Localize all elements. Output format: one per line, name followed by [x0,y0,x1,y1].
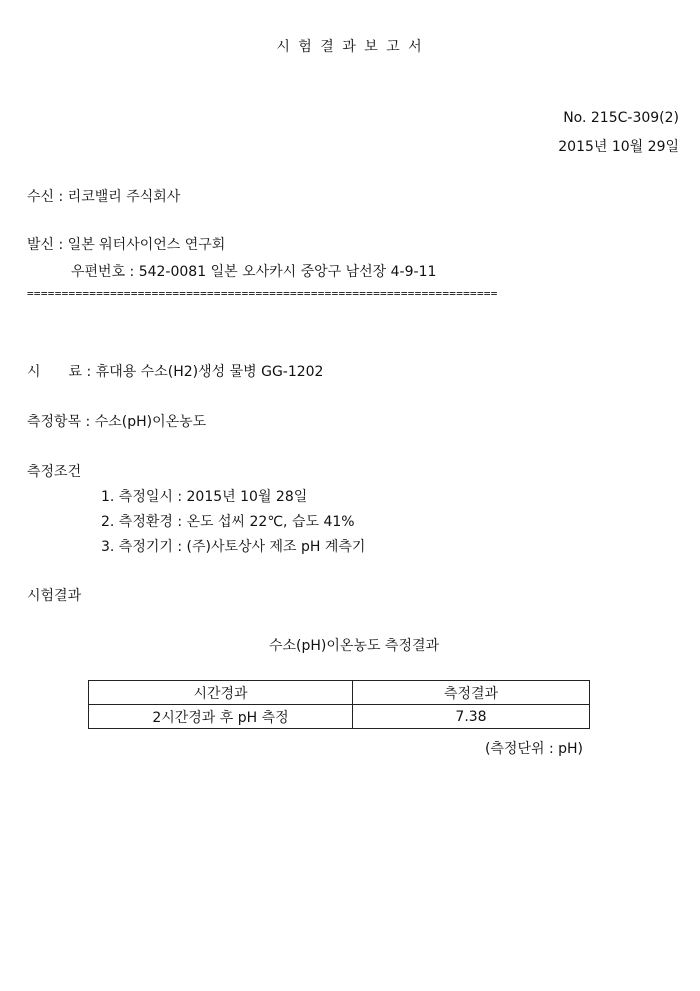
table-cell: 2시간경과 후 pH 측정 [89,705,353,729]
column-header: 측정결과 [353,681,590,705]
condition-item: 1. 측정일시 : 2015년 10월 28일 [101,489,308,505]
condition-item: 2. 측정환경 : 온도 섭씨 22℃, 습도 41% [101,514,355,530]
table-header-row [89,681,590,705]
column-header: 시간경과 [89,681,353,705]
measurement-item-line: 측정항목 : 수소(pH)이온농도 [27,414,207,430]
conditions-heading: 측정조건 [27,464,82,480]
sender-line: 발신 : 일본 워터사이언스 연구회 [27,237,226,253]
condition-item: 3. 측정기기 : (주)사토상사 제조 pH 계측기 [101,539,366,555]
document-number: No. 215C-309(2) [563,110,679,126]
table-row [89,705,590,729]
unit-note: (측정단위 : pH) [484,741,583,757]
sample-line: 시 료 : 휴대용 수소(H2)생성 물병 GG-1202 [27,364,324,380]
table-cell: 7.38 [353,705,590,729]
results-table [88,680,590,729]
separator-line: ==================================================================== [27,287,498,300]
recipient-line: 수신 : 리코밸리 주식회사 [27,189,181,205]
document-date: 2015년 10월 29일 [558,139,679,155]
table-caption: 수소(pH)이온농도 측정결과 [268,638,440,654]
results-heading: 시험결과 [27,588,82,604]
report-title: 시 험 결 과 보 고 서 [276,39,424,55]
sender-address: 우편번호 : 542-0081 일본 오사카시 중앙구 남선장 4-9-11 [71,264,437,280]
